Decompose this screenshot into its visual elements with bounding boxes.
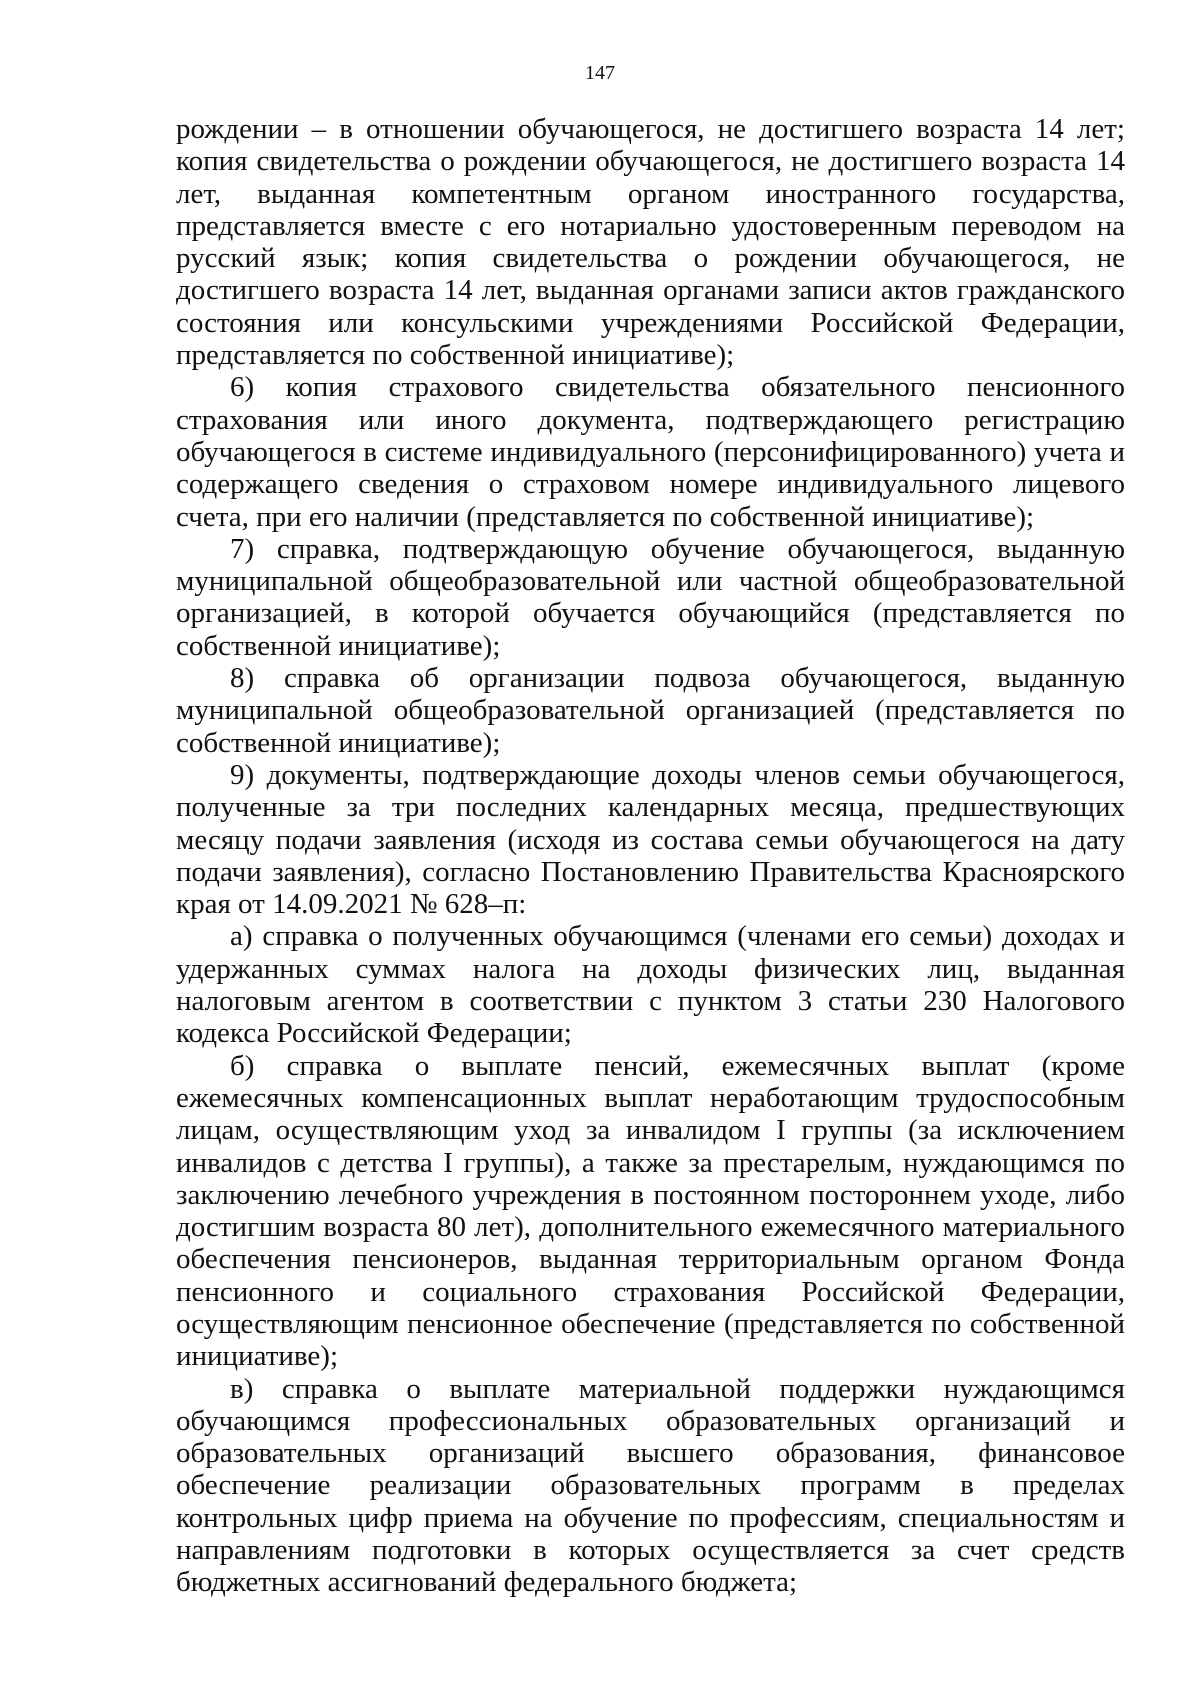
document-body	[176, 113, 1125, 1599]
paragraph-subitem-b: б) справка о выплате пенсий, ежемесячных выплат (кроме ежемесячных компенсационных выплат неработающим трудоспособным лицам, осуществляющим уход за инвалидом I группы (за исключением инвалидов с детства I группы), а также за престарелым, нуждающимся по заключению лечебного учреждения в постоянном постороннем уходе, либо достигшим возраста 80 лет), дополнительного ежемесячного материального обеспечения пенсионеров, выданная территориальным органом Фонда пенсионного и социального страхования Российской Федерации, осуществляющим пенсионное обеспечение (представляется по собственной инициативе);	[176, 1049, 1125, 1373]
paragraph-item-9: 9) документы, подтверждающие доходы членов семьи обучающегося, полученные за три последних календарных месяца, предшествующих месяцу подачи заявления (исходя из состава семьи обучающегося на дату подачи заявления), согласно Постановлению Правительства Красноярского края от 14.09.2021 № 628–п:	[176, 758, 1125, 921]
paragraph-item-6: 6) копия страхового свидетельства обязательного пенсионного страхования или иного документа, подтверждающего регистрацию обучающегося в системе индивидуального (персонифицированного) учета и содержащего сведения о страховом номере индивидуального лицевого счета, при его наличии (представляется по собственной инициативе);	[176, 371, 1125, 533]
paragraph-subitem-a: а) справка о полученных обучающимся (членами его семьи) доходах и удержанных суммах налога на доходы физических лиц, выданная налоговым агентом в соответствии с пунктом 3 статьи 230 Налогового кодекса Российской Федерации;	[176, 920, 1125, 1050]
paragraph-subitem-v: в) справка о выплате материальной поддержки нуждающимся обучающимся профессиональных образовательных организаций и образовательных организаций высшего образования, финансовое обеспечение реализации образовательных программ в пределах контрольных цифр приема на обучение по профессиям, специальностям и направлениям подготовки в которых осуществляется за счет средств бюджетных ассигнований федерального бюджета;	[176, 1372, 1125, 1599]
page-number: 147	[585, 62, 615, 84]
paragraph-continuation: рождении – в отношении обучающегося, не достигшего возраста 14 лет; копия свидетельства о рождении обучающегося, не достигшего возраста 14 лет, выданная компетентным органом иностранного государства, представляется вместе с его нотариально удостоверенным переводом на русский язык; копия свидетельства о рождении обучающегося, не достигшего возраста 14 лет, выданная органами записи актов гражданского состояния или консульскими учреждениями Российской Федерации, представляется по собственной инициативе);	[176, 113, 1125, 372]
paragraph-item-8: 8) справка об организации подвоза обучающегося, выданную муниципальной общеобразовательной организацией (представляется по собственной инициативе);	[176, 662, 1125, 759]
paragraph-item-7: 7) справка, подтверждающую обучение обучающегося, выданную муниципальной общеобразовательной или частной общеобразовательной организацией, в которой обучается обучающийся (представляется по собственной инициативе);	[176, 532, 1125, 662]
